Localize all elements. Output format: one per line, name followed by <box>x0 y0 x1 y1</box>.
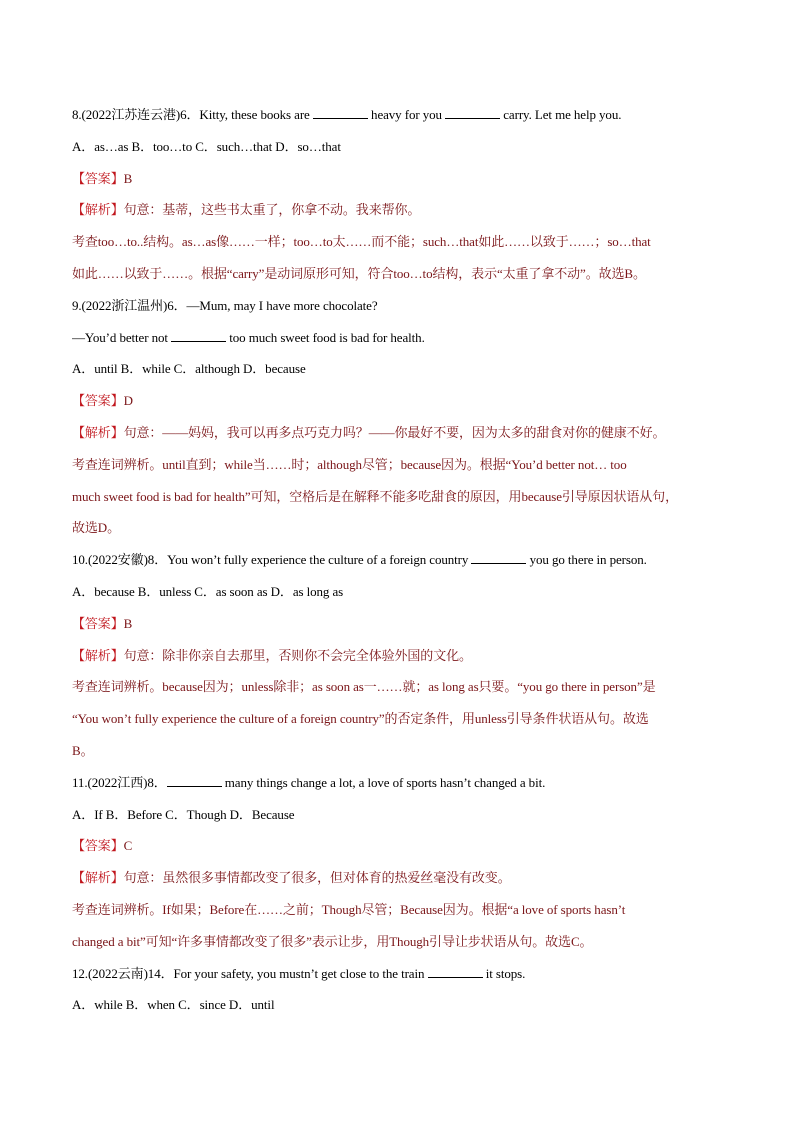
question-9-explanation-1: 考查连词辨析。until直到；while当……时；although尽管；because因为。根据“You’d better not… too <box>72 456 627 472</box>
answer-blank <box>428 967 483 978</box>
question-9-stem-2: —You’d better not too much sweet food is bad for health. <box>72 329 425 345</box>
question-9-answer <box>72 385 724 417</box>
question-11-options: A．If B．Before C．Though D．Because <box>72 806 295 822</box>
answer-blank <box>445 108 500 119</box>
question-12-stem: 12.(2022云南)14．For your safety, you mustn’t get close to the train it stops. <box>72 965 526 981</box>
analysis-tag: 【解析】 <box>72 647 124 663</box>
question-8-meaning: 【解析】句意：基蒂，这些书太重了，你拿不动。我来帮你。 <box>72 202 421 218</box>
question-8-options: A．as…as B．too…to C．such…that D．so…that <box>72 138 341 154</box>
document-content <box>72 99 724 1021</box>
analysis-tag: 【解析】 <box>72 870 124 886</box>
answer-value: D <box>123 393 133 409</box>
question-10-options: A．because B．unless C．as soon as D．as long as <box>72 583 344 599</box>
answer-tag: 【答案】 <box>72 615 124 631</box>
question-8-stem: 8.(2022江苏连云港)6．Kitty, these books are heavy for you carry. Let me help you. <box>72 107 622 122</box>
question-11-stem: 11.(2022江西)8． many things change a lot, a love of sports hasn’t changed a bit. <box>72 774 546 790</box>
answer-tag: 【答案】 <box>72 393 124 409</box>
question-11-meaning: 【解析】句意：虽然很多事情都改变了很多，但对体育的热爱丝毫没有改变。 <box>72 870 511 886</box>
question-11-explanation-1: 考查连词辨析。If如果；Before在……之前；Though尽管；Because因为。根据“a love of sports hasn’t <box>72 901 626 917</box>
analysis-tag: 【解析】 <box>72 424 124 440</box>
answer-value: C <box>123 838 133 854</box>
question-10-explanation-2: “You won’t fully experience the culture of a foreign country”的否定条件，用unless引导条件状语从句。故选 <box>72 711 649 727</box>
question-10-answer <box>72 608 724 640</box>
analysis-tag: 【解析】 <box>72 202 124 218</box>
question-9-stem: 9.(2022浙江温州)6．—Mum, may I have more chocolate? <box>72 297 378 313</box>
question-10-explanation-3: B。 <box>72 742 94 758</box>
question-8-explanation-1: 考查too…to..结构。as…as像……一样；too…to太……而不能；such…that如此……以致于……；so…that <box>72 234 651 250</box>
answer-blank <box>171 331 226 342</box>
answer-tag: 【答案】 <box>72 838 124 854</box>
question-9-meaning: 【解析】句意：——妈妈，我可以再多点巧克力吗？——你最好不要，因为太多的甜食对你的健康不好。 <box>72 424 666 440</box>
question-10-explanation-1: 考查连词辨析。because因为；unless除非；as soon as一……就；as long as只要。“you go there in person”是 <box>72 679 656 695</box>
answer-blank <box>167 776 222 787</box>
answer-tag: 【答案】 <box>72 170 124 186</box>
answer-blank <box>313 108 368 119</box>
question-8-explanation-2: 如此……以致于……。根据“carry”是动词原形可知，符合too…to结构，表示“太重了拿不动”。故选B。 <box>72 265 646 281</box>
question-11-explanation-2: changed a bit”可知“许多事情都改变了很多”表示让步，用Though引导让步状语从句。故选C。 <box>72 933 593 949</box>
answer-value: B <box>123 170 133 186</box>
question-10-meaning: 【解析】句意：除非你亲自去那里，否则你不会完全体验外国的文化。 <box>72 647 472 663</box>
question-8-answer <box>72 163 724 195</box>
question-9-explanation-3: 故选D。 <box>72 520 120 536</box>
answer-value: B <box>123 615 133 631</box>
question-12-options: A．while B．when C．since D．until <box>72 997 275 1013</box>
question-9-options: A．until B．while C．although D．because <box>72 361 306 377</box>
question-10-stem: 10.(2022安徽)8．You won’t fully experience the culture of a foreign country you go there in person. <box>72 552 647 568</box>
question-11-answer <box>72 830 724 862</box>
question-9-explanation-2: much sweet food is bad for health”可知，空格后是在解释不能多吃甜食的原因，用because引导原因状语从句， <box>72 488 678 504</box>
answer-blank <box>471 553 526 564</box>
